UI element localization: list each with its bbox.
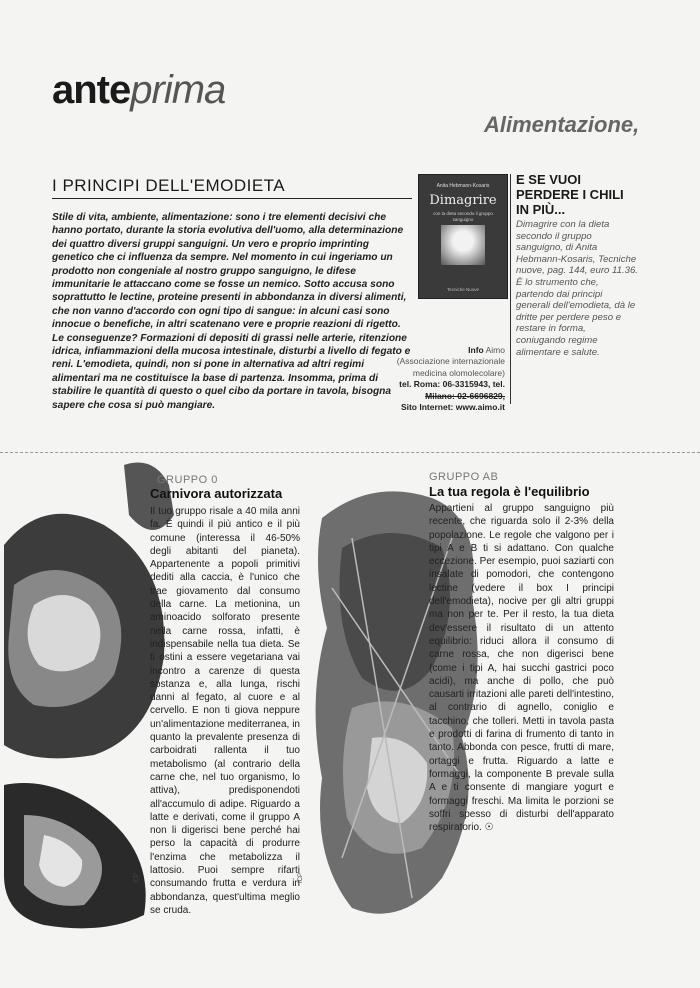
info-phone-rome: tel. Roma: 06-3315943, tel.	[399, 379, 505, 390]
end-mark-icon: ☉	[484, 822, 494, 834]
cover-photo	[441, 225, 485, 265]
top-article-title: I PRINCIPI DELL'EMODIETA	[52, 176, 286, 195]
info-org: Aimo	[485, 345, 505, 355]
section-label: Alimentazione,	[484, 112, 640, 137]
cover-title: Dimagrire	[429, 193, 497, 208]
brand-light: prima	[130, 68, 226, 112]
info-phone-milan: Milano: 02-6696829,	[425, 390, 505, 401]
magazine-brand	[52, 70, 225, 110]
group0-title: Carnivora autorizzata	[150, 486, 283, 501]
groupab-body-text: Appartieni al gruppo sanguigno più recente, che riguarda solo il 2-3% della popolazione. Le regole che valgono per i tipi A e B ti si adattano. Con qualche eccezione. Per esempio, puoi saziarti con insalate di pomodori, che contengono lectine (vedere il box I principi dell'emodieta), nocive per gli altri gruppi ma non per te. Per il resto, la tua dieta dev'essere il risultato di un attento equilibrio: riduci allora il consumo di carne rossa, che non digerisci bene (come i tipi A, hai succhi gastrici poco acidi), ma anche di pollo, che può causarti irritazioni alle pareti dell'intestino, al contrario di agnello, coniglio e tacchino, che tolleri. Metti in tavola pasta e prodotti di farina di frumento di tanto in tanto. Abbonda con pesce, frutti di mare, ortaggi e frutta. Riguardo a latte e formaggi, la componente B prevale sulla A e ti consente di mangiare yogurt e formaggi freschi. Ma limita le porzioni se soffri spesso di disturbi dell'apparato respiratorio.	[429, 503, 614, 834]
cover-author: Anita Hebmann-Kosaris	[436, 183, 490, 189]
photo-credit: ICP	[134, 872, 141, 884]
book-box-body: Dimagrire con la dieta secondo il gruppo sanguigno, di Anita Hebmann-Kosaris, Tecniche nuove, pag. 144, euro 11.36. È lo strumento che, partendo dai principi generali dell'emodieta, dà le dritte per perdere peso e restare in forma, coniugando regime alimentare e salute.	[516, 219, 638, 358]
groupab-title: La tua regola è l'equilibrio	[429, 484, 590, 499]
info-label: Info	[468, 345, 484, 355]
cover-publisher: Tecniche Nuove	[446, 287, 480, 292]
steak-photo	[4, 455, 174, 935]
title-rule	[52, 198, 412, 199]
top-article-body: Stile di vita, ambiente, alimentazione: sono i tre elementi decisivi che hanno portato, durante la storia evolutiva dell'uomo, alla determinazione dei quattro diversi gruppi sanguigni. Un vero e proprio imprinting genetico che ci influenza da sempre. Nel momento in cui ingeriamo un prodotto non congeniale al nostro gruppo sanguigno, le difese immunitarie le attaccano come se fosse un nemico. Sotto accusa sono soprattutto le lectine, proteine presenti in abbondanza in diversi alimenti, che non vanno d'accordo con ogni tipo di sangue: in alcuni casi sono innocue o benefiche, in altri scatenano vere e proprie reazioni di rigetto. Le conseguenze? Formazioni di depositi di grassi nelle arterie, ritenzione idrica, infiammazioni della mucosa intestinale, disturbi a livello di fegato e reni. L'emodieta, quindi, non si pone in alternativa ad altri regimi alimentari ma ne costituisce la base di partenza. Insomma, prima di stabilire le quantità di questo o quel cibo da portare in tavola, bisogna sapere che cosa si può mangiare.	[52, 212, 411, 411]
groupab-kicker: GRUPPO AB	[429, 471, 499, 483]
groupab-body	[429, 502, 614, 834]
section-divider	[0, 452, 700, 453]
photo-credit-2: ICP	[298, 872, 305, 884]
cover-subtitle: con la dieta secondo il gruppo sanguigno	[433, 211, 493, 222]
brand-bold: ante	[52, 68, 131, 112]
box-vertical-rule	[510, 174, 511, 404]
info-box	[385, 345, 505, 413]
info-website: Sito Internet: www.aimo.it	[400, 402, 505, 413]
group0-kicker: GRUPPO 0	[157, 474, 218, 486]
info-org-desc: (Associazione internazionale medicina olomolecolare)	[396, 356, 505, 378]
group0-body: Il tuo gruppo risale a 40 mila anni fa. È quindi il più antico e il più comune (interessa il 46-50% degli abitanti del pianeta). Appartenente a popoli primitivi dediti alla caccia, è l'unico che trae giovamento dal consumo della carne. La metionina, un aminoacido solforato presente nella carne rossa, infatti, è indispensabile nella tua dieta. Se ti ostini a essere vegetariana vai incontro a carenze di questa sostanza e, alla lunga, rischi danni al fegato, al cuore e al cervello. E non ti giova neppure un'alimentazione mediterranea, in quanto la prevalente presenza di carboidrati rallenta il tuo metabolismo (al contrario della carne che, nel tuo organismo, lo attiva), predisponendoti all'accumulo di adipe. Riguardo a latte e derivati, come il gruppo A non li digerisci bene perché hai perso la capacità di produrre l'enzima che metabolizza il lattosio. Puoi sempre rifarti consumando frutta e verdura in abbondanza, quest'ultima meglio se cruda.	[150, 506, 300, 916]
book-box-title: E SE VUOI PERDERE I CHILI IN PIÙ...	[516, 172, 624, 217]
book-cover-image	[418, 174, 508, 299]
